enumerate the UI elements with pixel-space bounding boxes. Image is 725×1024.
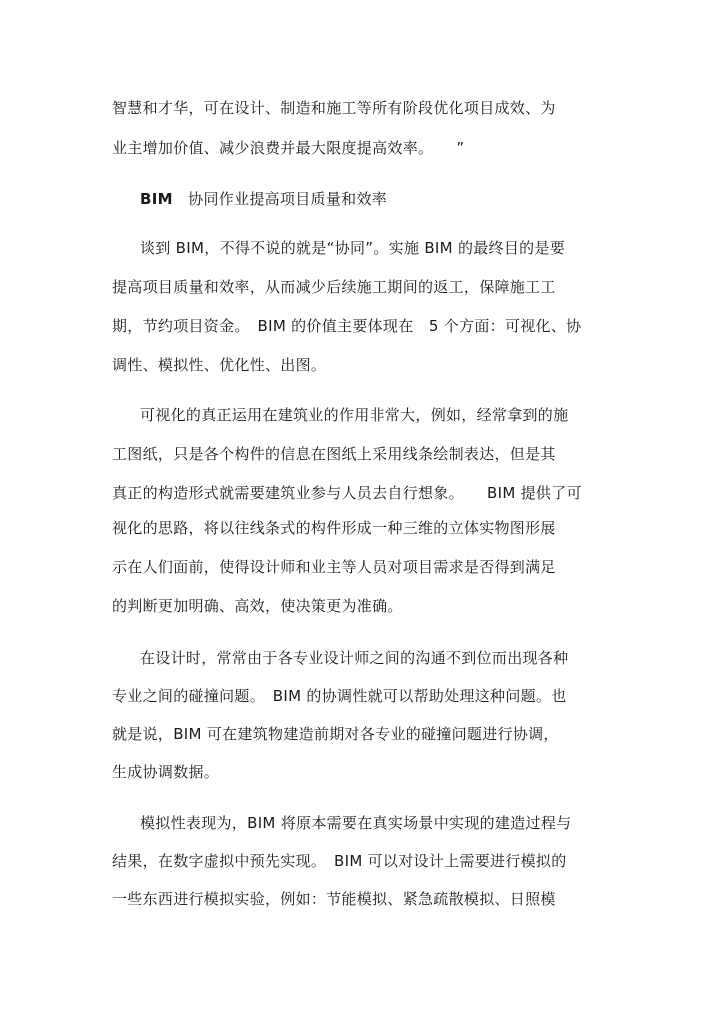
text-line: 调性、模拟性、优化性、出图。 — [112, 356, 327, 374]
text-line: 专业之间的碰撞问题。 BIM 的协调性就可以帮助处理这种问题。也 — [112, 687, 567, 705]
heading-bim: BIM — [140, 190, 173, 208]
text-line: 生成协调数据。 — [112, 763, 220, 781]
text-line: 的判断更加明确、高效，使决策更为准确。 — [112, 597, 403, 615]
heading-text: 协同作业提高项目质量和效率 — [172, 190, 388, 208]
text-line: 智慧和才华，可在设计、制造和施工等所有阶段优化项目成效、为 — [112, 99, 556, 117]
text-line: 真正的构造形式就需要建筑业参与人员去自行想象。 BIM 提供了可 — [112, 484, 582, 502]
text-line: 可视化的真正运用在建筑业的作用非常大，例如，经常拿到的施 — [140, 406, 569, 424]
text-line: 谈到 BIM，不得不说的就是“协同”。实施 BIM 的最终目的是要 — [140, 239, 566, 257]
text-line: 业主增加价值、减少浪费并最大限度提高效率。 ” — [112, 139, 465, 157]
text-line: 视化的思路，将以往线条式的构件形成一种三维的立体实物图形展 — [112, 519, 556, 537]
section-heading — [140, 189, 387, 209]
text-line: 在设计时，常常由于各专业设计师之间的沟通不到位而出现各种 — [140, 649, 569, 667]
text-line: 一些东西进行模拟实验，例如：节能模拟、紧急疏散模拟、日照模 — [112, 890, 556, 908]
text-line: 提高项目质量和效率，从而减少后续施工期间的返工，保障施工工 — [112, 278, 556, 296]
text-line: 模拟性表现为，BIM 将原本需要在真实场景中实现的建造过程与 — [140, 814, 572, 832]
text-line: 期，节约项目资金。 BIM 的价值主要体现在 5 个方面：可视化、协 — [112, 317, 582, 335]
text-line: 就是说，BIM 可在建筑物建造前期对各专业的碰撞问题进行协调， — [112, 725, 559, 743]
text-line: 工图纸，只是各个构件的信息在图纸上采用线条绘制表达，但是其 — [112, 445, 556, 463]
text-line: 结果，在数字虚拟中预先实现。 BIM 可以对设计上需要进行模拟的 — [112, 852, 567, 870]
text-line: 示在人们面前，使得设计师和业主等人员对项目需求是否得到满足 — [112, 558, 556, 576]
